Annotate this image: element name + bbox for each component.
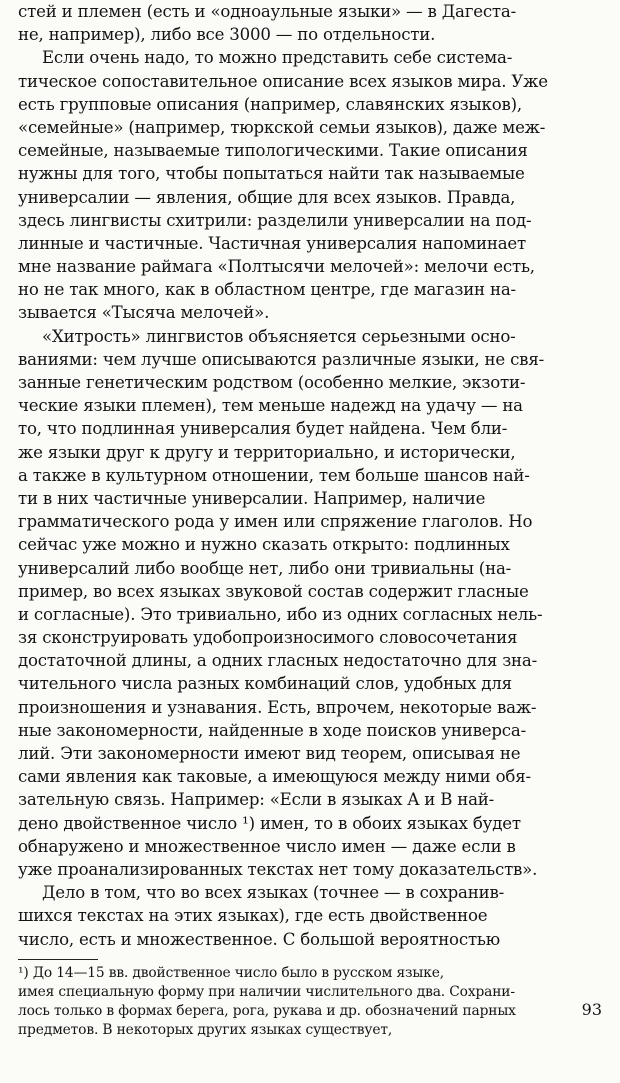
text-line: семейные, называемые типологическими. Такие описания [18,141,528,161]
text-line: дено двойственное число ¹) имен, то в обоих языках будет [18,813,521,833]
text-line: уже проанализированных текстах нет тому доказательств». [18,859,538,879]
text-line: ческие языки племен), тем меньше надежд на удачу — на [18,396,523,416]
text-line: же языки друг к другу и территориально, и исторически, [18,442,516,462]
text-line: ные закономерности, найденные в ходе поисков универса- [18,720,526,740]
text-line: тическое сопоставительное описание всех языков мира. Уже [18,71,548,91]
text-line: грамматического рода у имен или спряжение глаголов. Но [18,512,533,532]
text-line: стей и племен (есть и «одноаульные языки» — в Дагеста- [18,2,516,21]
text-line: чительного числа разных комбинаций слов, удобных для [18,674,512,694]
footnote-separator [18,959,98,960]
page-number: 93 [581,1000,602,1019]
text-line: не, например), либо все 3000 — по отдельности. [18,25,436,45]
paragraph [18,0,612,46]
text-line: достаточной длины, а одних гласных недостаточно для зна- [18,651,538,671]
text-line: и согласные). Это тривиально, ибо из одних согласных нель- [18,604,543,624]
text-line: произношения и узнавания. Есть, впрочем, некоторые важ- [18,697,537,717]
text-line: сами явления как таковые, а имеющуюся между ними обя- [18,767,531,787]
paragraph [18,881,612,951]
text-line: универсалий либо вообще нет, либо они тривиальны (на- [18,558,512,578]
paragraph [18,46,612,324]
footnote-line: ¹) До 14—15 вв. двойственное число было в русском языке, [18,964,444,981]
text-line: лий. Эти закономерности имеют вид теорем, описывая не [18,744,521,763]
text-line: мне название раймага «Полтысячи мелочей»: мелочи есть, [18,257,535,277]
text-line: зательную связь. Например: «Если в языках A и B най- [18,790,495,810]
text-line: обнаружено и множественное число имен — даже если в [18,836,516,856]
text-line: есть групповые описания (например, славянских языков), [18,94,522,114]
text-line: зывается «Тысяча мелочей». [18,303,270,323]
footnote-line: предметов. В некоторых других языках существует, [18,1022,393,1039]
text-line: то, что подлинная универсалия будет найдена. Чем бли- [18,419,508,439]
text-line: «Хитрость» лингвистов объясняется серьезными осно- [42,326,516,346]
text-line: универсалии — явления, общие для всех языков. Правда, [18,187,516,207]
text-line: но не так много, как в областном центре, где магазин на- [18,280,516,300]
text-line: число, есть и множественное. С большой вероятностью [18,929,501,949]
paragraph [18,325,612,882]
text-line: Если очень надо, то можно представить себе система- [42,48,513,68]
text-line: ти в них частичные универсалии. Например, наличие [18,488,486,508]
footnote-line: лось только в формах берега, рога, рукава и др. обозначений парных [18,1003,516,1020]
text-line: сейчас уже можно и нужно сказать открыто: подлинных [18,535,510,555]
text-line: шихся текстах на этих языках), где есть двойственное [18,906,488,926]
text-line: «семейные» (например, тюркской семьи языков), даже меж- [18,117,546,137]
text-line: здесь лингвисты схитрили: разделили универсалии на под- [18,210,532,230]
text-line: ваниями: чем лучше описываются различные языки, не свя- [18,349,545,369]
text-line: Дело в том, что во всех языках (точнее — в сохранив- [42,883,504,903]
main-text [18,0,612,951]
footnote-line: имея специальную форму при наличии числительного два. Сохрани- [18,983,515,1000]
text-line: занные генетическим родством (особенно мелкие, экзоти- [18,373,526,392]
text-line: пример, во всех языках звуковой состав содержит гласные [18,581,529,601]
text-line: нужны для того, чтобы попытаться найти так называемые [18,164,525,184]
text-line: зя сконструировать удобопроизносимого словосочетания [18,628,518,648]
text-line: а также в культурном отношении, тем больше шансов най- [18,465,530,485]
text-line: линные и частичные. Частичная универсалия напоминает [18,233,527,253]
footnote [18,964,612,1041]
